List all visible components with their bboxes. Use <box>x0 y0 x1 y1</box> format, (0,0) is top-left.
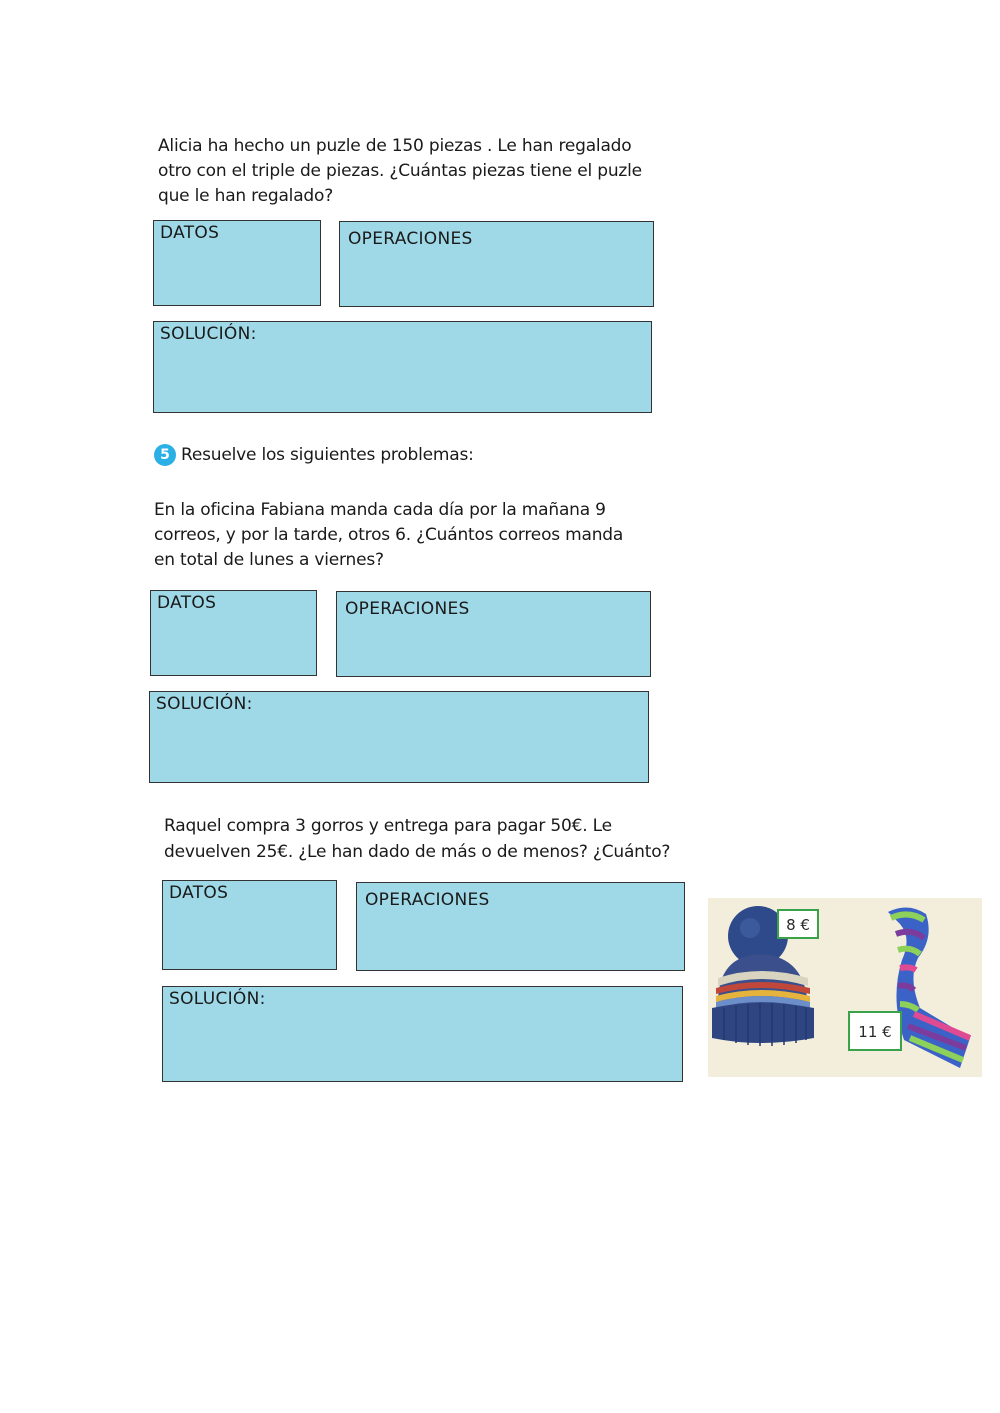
problem-1-line-3: que le han regalado? <box>158 186 334 206</box>
problem-2-line-1: En la oficina Fabiana manda cada día por la mañana 9 <box>154 500 606 520</box>
scarf-price: 11 € <box>858 1023 892 1041</box>
datos-label: DATOS <box>157 593 217 613</box>
problem-3-solucion-box[interactable] <box>162 986 683 1082</box>
operaciones-label: OPERACIONES <box>365 890 490 910</box>
problem-1-datos-box[interactable] <box>153 220 321 306</box>
problem-3-line-1: Raquel compra 3 gorros y entrega para pagar 50€. Le <box>164 816 612 836</box>
problem-2-operaciones-box[interactable] <box>336 591 651 677</box>
operaciones-label: OPERACIONES <box>345 599 470 619</box>
section-number-badge: 5 <box>154 444 176 466</box>
problem-2-line-3: en total de lunes a viernes? <box>154 550 384 570</box>
hat-price: 8 € <box>786 916 810 934</box>
solucion-label: SOLUCIÓN: <box>160 324 257 344</box>
operaciones-label: OPERACIONES <box>348 229 473 249</box>
problem-3-operaciones-box[interactable] <box>356 882 685 971</box>
section-5-heading <box>154 444 474 466</box>
datos-label: DATOS <box>160 223 220 243</box>
solucion-label: SOLUCIÓN: <box>156 694 253 714</box>
illustration-svg <box>708 898 982 1077</box>
datos-label: DATOS <box>169 883 229 903</box>
problem-3-datos-box[interactable] <box>162 880 337 970</box>
problem-1-line-2: otro con el triple de piezas. ¿Cuántas piezas tiene el puzle <box>158 161 642 181</box>
section-title: Resuelve los siguientes problemas: <box>181 445 474 465</box>
problem-3-line-2: devuelven 25€. ¿Le han dado de más o de menos? ¿Cuánto? <box>164 842 671 862</box>
hat-price-tag <box>778 910 818 938</box>
hat-and-scarf-illustration <box>708 898 982 1077</box>
problem-2-solucion-box[interactable] <box>149 691 649 783</box>
scarf-price-tag <box>849 1012 901 1050</box>
problem-2-datos-box[interactable] <box>150 590 317 676</box>
problem-1-operaciones-box[interactable] <box>339 221 654 307</box>
problem-1-solucion-box[interactable] <box>153 321 652 413</box>
problem-1-line-1: Alicia ha hecho un puzle de 150 piezas . Le han regalado <box>158 136 632 156</box>
problem-2-line-2: correos, y por la tarde, otros 6. ¿Cuántos correos manda <box>154 525 624 545</box>
solucion-label: SOLUCIÓN: <box>169 989 266 1009</box>
